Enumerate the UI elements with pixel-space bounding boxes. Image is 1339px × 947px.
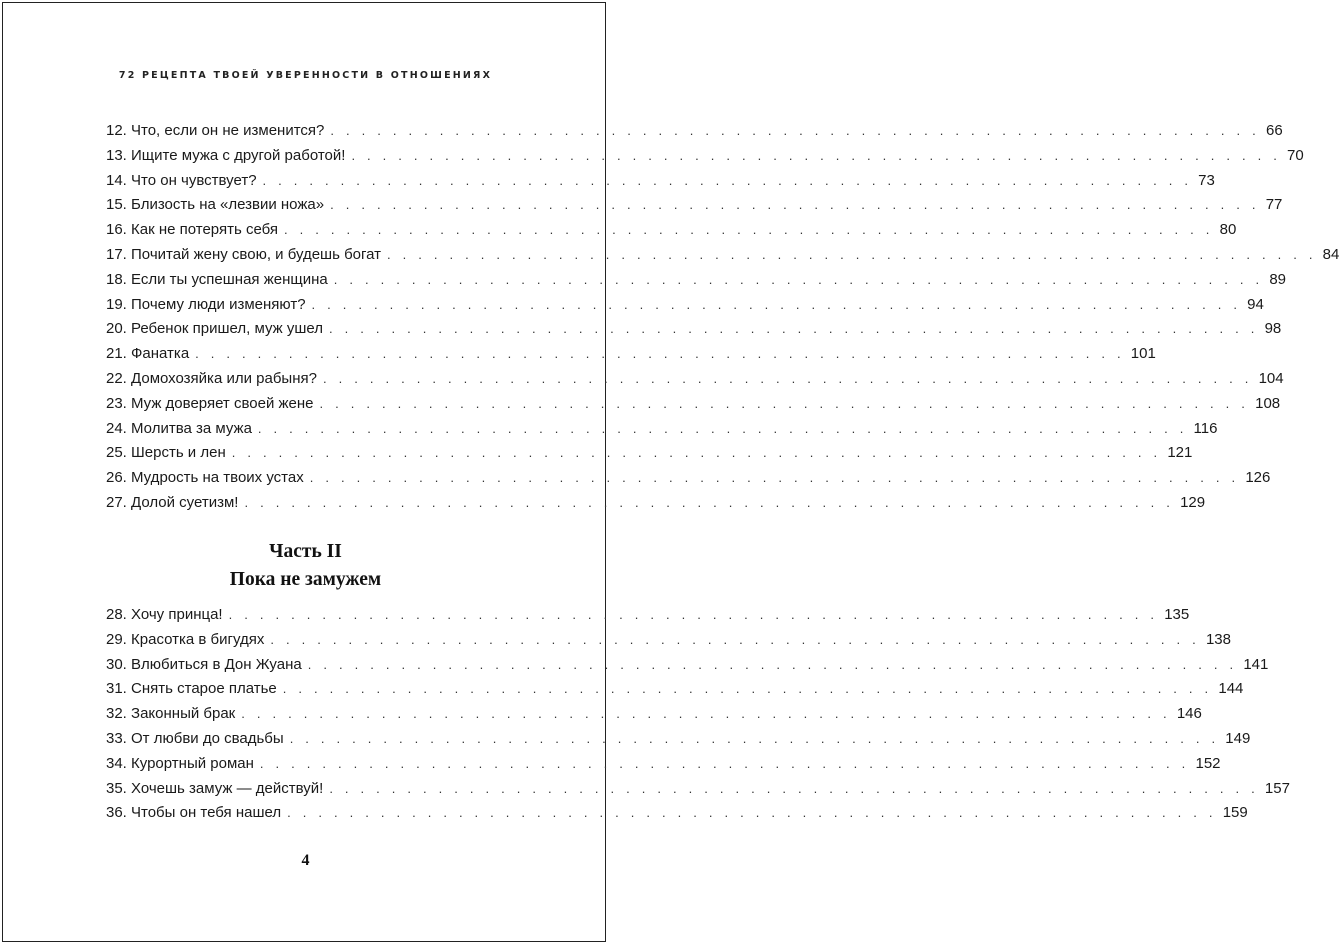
toc-dot-leader: . . . . . . . . . . . . . . . . . . . . . . . . . . . . . . . . . . . . . . . . . . . . . . . . . . . . . . . . . . . . — [307, 656, 1238, 672]
toc-dot-leader: . . . . . . . . . . . . . . . . . . . . . . . . . . . . . . . . . . . . . . . . . . . . . . . . . . . . . . . . . . . . — [351, 147, 1282, 163]
toc-entry — [106, 677, 1244, 702]
toc-dot-leader: . . . . . . . . . . . . . . . . . . . . . . . . . . . . . . . . . . . . . . . . . . . . . . . . . . . . . . . . . . . . — [311, 296, 1242, 312]
toc-entry-title: 16. Как не потерять себя — [106, 221, 279, 239]
toc-dot-leader: . . . . . . . . . . . . . . . . . . . . . . . . . . . . . . . . . . . . . . . . . . . . . . . . . . . . . . . . . . . . — [282, 681, 1213, 697]
toc-entry-page: 66 — [1265, 122, 1283, 139]
toc-dot-leader: . . . . . . . . . . . . . . . . . . . . . . . . . . . . . . . . . . . . . . . . . . . . . . . . . . . . . . . . . . . . — [257, 420, 1188, 436]
toc-entry-page: 108 — [1255, 394, 1281, 412]
toc-entry — [106, 268, 1287, 293]
toc-entry-page: 70 — [1287, 146, 1304, 164]
toc-entry — [106, 144, 1304, 169]
toc-entry-title: 31. Снять старое платье — [106, 680, 277, 698]
toc-entry — [106, 218, 1237, 243]
toc-dot-leader: . . . . . . . . . . . . . . . . . . . . . . . . . . . . . . . . . . . . . . . . . . . . . . . . . . . . . . . . . . . . — [330, 197, 1260, 213]
toc-dot-leader: . . . . . . . . . . . . . . . . . . . . . . . . . . . . . . . . . . . . . . . . . . . . . . . . . . . . . . . . . . . . — [309, 470, 1240, 486]
toc-entry-page: 104 — [1258, 369, 1284, 387]
toc-entry-page: 80 — [1219, 221, 1237, 239]
toc-entry — [106, 119, 1283, 144]
toc-entry-page: 144 — [1218, 680, 1244, 698]
toc-entry-page: 141 — [1243, 655, 1269, 673]
toc-entry-page: 146 — [1176, 705, 1202, 723]
toc-dot-leader: . . . . . . . . . . . . . . . . . . . . . . . . . . . . . . . . . . . . . . . . . . . . . . . . . . . . . . . . . . . . — [262, 172, 1193, 188]
toc-entry — [106, 417, 1218, 442]
toc-dot-leader: . . . . . . . . . . . . . . . . . . . . . . . . . . . . . . . . . . . . . . . . . . . . . . . . . . . . . . . . . . . . — [322, 370, 1253, 386]
toc-entry-page: 121 — [1167, 444, 1193, 462]
toc-entry-title: 27. Долой суетизм! — [106, 493, 239, 511]
toc-entry-title: 35. Хочешь замуж — действуй! — [106, 779, 324, 797]
toc-entry-title: 25. Шерсть и лен — [106, 444, 226, 462]
part-title: Пока не замужем — [229, 569, 382, 590]
toc-dot-leader: . . . . . . . . . . . . . . . . . . . . . . . . . . . . . . . . . . . . . . . . . . . . . . . . . . . . . . . . . . . . — [270, 631, 1200, 647]
toc-entry — [106, 392, 1281, 417]
page-number: 4 — [301, 852, 310, 869]
toc-entry — [106, 491, 1206, 516]
toc-entry-title: 29. Красотка в бигудях — [106, 630, 265, 648]
toc-entry-title: 21. Фанатка — [106, 345, 190, 363]
toc-entry — [106, 702, 1202, 727]
toc-entry-page: 126 — [1245, 469, 1271, 487]
toc-entry-title: 34. Курортный роман — [106, 754, 254, 772]
toc-list-part-two — [106, 603, 1290, 826]
toc-entry — [106, 293, 1264, 318]
toc-entry-title: 17. Почитай жену свою, и будешь богат — [106, 245, 382, 263]
toc-entry — [106, 727, 1251, 752]
toc-entry-title: 23. Муж доверяет своей жене — [106, 394, 314, 412]
part-heading — [0, 538, 611, 594]
toc-entry-page: 98 — [1264, 320, 1282, 338]
toc-entry-title: 26. Мудрость на твоих устах — [106, 469, 304, 487]
toc-dot-leader: . . . . . . . . . . . . . . . . . . . . . . . . . . . . . . . . . . . . . . . . . . . . . . . . . . . . . . . . . . . . — [319, 395, 1250, 411]
toc-entry — [106, 801, 1248, 826]
toc-dot-leader: . . . . . . . . . . . . . . . . . . . . . . . . . . . . . . . . . . . . . . . . . . . . . . . . . . . . . . . . . . . . — [287, 805, 1217, 821]
toc-entry-page: 94 — [1247, 295, 1264, 313]
toc-entry-page: 149 — [1225, 729, 1251, 747]
toc-entry-page: 73 — [1198, 171, 1215, 189]
toc-dot-leader: . . . . . . . . . . . . . . . . . . . . . . . . . . . . . . . . . . . . . . . . . . . . . . . . . . . . . . . . . . . . — [241, 706, 1171, 722]
toc-entry-page: 157 — [1264, 779, 1290, 797]
toc-entry — [106, 441, 1193, 466]
toc-entry-title: 15. Близость на «лезвии ножа» — [106, 196, 325, 214]
toc-entry-title: 22. Домохозяйка или рабыня? — [106, 369, 317, 387]
toc-entry-title: 24. Молитва за мужа — [106, 419, 252, 437]
toc-entry-page: 159 — [1222, 804, 1248, 822]
toc-dot-leader: . . . . . . . . . . . . . . . . . . . . . . . . . . . . . . . . . . . . . . . . . . . . . . . . . . . . . . . . . . . . — [328, 321, 1259, 337]
toc-dot-leader: . . . . . . . . . . . . . . . . . . . . . . . . . . . . . . . . . . . . . . . . . . . . . . . . . . . . . . . . . . . . — [333, 271, 1264, 287]
toc-dot-leader: . . . . . . . . . . . . . . . . . . . . . . . . . . . . . . . . . . . . . . . . . . . . . . . . . . . . . . . . . . . . — [284, 222, 1214, 238]
toc-entry-title: 28. Хочу принца! — [106, 606, 223, 623]
toc-entry-title: 32. Законный брак — [106, 705, 236, 723]
toc-dot-leader: . . . . . . . . . . . . . . . . . . . . . . . . . . . . . . . . . . . . . . . . . . . . . . . . . . . . . . . . . . . . — [329, 780, 1259, 796]
toc-dot-leader: . . . . . . . . . . . . . . . . . . . . . . . . . . . . . . . . . . . . . . . . . . . . . . . . . . . . . . . . . . . . — [387, 246, 1317, 262]
toc-entry-title: 18. Если ты успешная женщина — [106, 270, 328, 288]
toc-dot-leader: . . . . . . . . . . . . . . . . . . . . . . . . . . . . . . . . . . . . . . . . . . . . . . . . . . . . . . . . . . . . — [289, 730, 1220, 746]
toc-entry-page: 77 — [1265, 196, 1283, 214]
toc-entry-page: 138 — [1205, 630, 1231, 648]
running-title: 72 РЕЦЕПТА ТВОЕЙ УВЕРЕННОСТИ В ОТНОШЕНИЯХ — [118, 70, 493, 81]
toc-entry — [106, 367, 1284, 392]
toc-entry-page: 135 — [1164, 606, 1190, 623]
toc-dot-leader: . . . . . . . . . . . . . . . . . . . . . . . . . . . . . . . . . . . . . . . . . . . . . . . . . . . . . . . . . . . . — [228, 607, 1159, 622]
toc-dot-leader: . . . . . . . . . . . . . . . . . . . . . . . . . . . . . . . . . . . . . . . . . . . . . . . . . . . . . . . . . . . . — [195, 346, 1125, 362]
toc-entry-title: 20. Ребенок пришел, муж ушел — [106, 320, 323, 338]
toc-entry-title: 33. От любви до свадьбы — [106, 729, 284, 747]
toc-list-part-one — [106, 119, 1339, 516]
toc-entry-page: 129 — [1180, 493, 1206, 511]
toc-entry-page: 89 — [1269, 270, 1287, 288]
toc-entry-title: 13. Ищите мужа с другой работой! — [106, 146, 346, 164]
toc-entry-title: 36. Чтобы он тебя нашел — [106, 804, 282, 822]
toc-entry-page: 84 — [1322, 245, 1339, 263]
toc-entry-page: 152 — [1195, 754, 1221, 772]
toc-entry — [106, 243, 1339, 268]
toc-dot-leader: . . . . . . . . . . . . . . . . . . . . . . . . . . . . . . . . . . . . . . . . . . . . . . . . . . . . . . . . . . . . — [231, 445, 1162, 461]
toc-entry-page: 101 — [1130, 345, 1156, 363]
toc-entry — [106, 653, 1269, 678]
toc-entry-title: 30. Влюбиться в Дон Жуана — [106, 655, 302, 673]
toc-dot-leader: . . . . . . . . . . . . . . . . . . . . . . . . . . . . . . . . . . . . . . . . . . . . . . . . . . . . . . . . . . . . — [259, 755, 1190, 771]
toc-entry-title: 12. Что, если он не изменится? — [106, 122, 325, 139]
toc-entry — [106, 752, 1221, 777]
toc-entry — [106, 342, 1156, 367]
toc-entry-title: 14. Что он чувствует? — [106, 171, 257, 189]
toc-entry — [106, 628, 1231, 653]
toc-entry — [106, 169, 1215, 194]
toc-entry — [106, 777, 1290, 802]
toc-entry-title: 19. Почему люди изменяют? — [106, 295, 306, 313]
toc-dot-leader: . . . . . . . . . . . . . . . . . . . . . . . . . . . . . . . . . . . . . . . . . . . . . . . . . . . . . . . . . . . . — [330, 123, 1260, 138]
toc-entry — [106, 603, 1190, 628]
toc-entry — [106, 193, 1283, 218]
toc-entry-page: 116 — [1193, 419, 1218, 437]
part-label: Часть II — [269, 541, 342, 562]
toc-entry — [106, 466, 1271, 491]
toc-entry — [106, 317, 1282, 342]
toc-dot-leader: . . . . . . . . . . . . . . . . . . . . . . . . . . . . . . . . . . . . . . . . . . . . . . . . . . . . . . . . . . . . — [244, 494, 1175, 510]
